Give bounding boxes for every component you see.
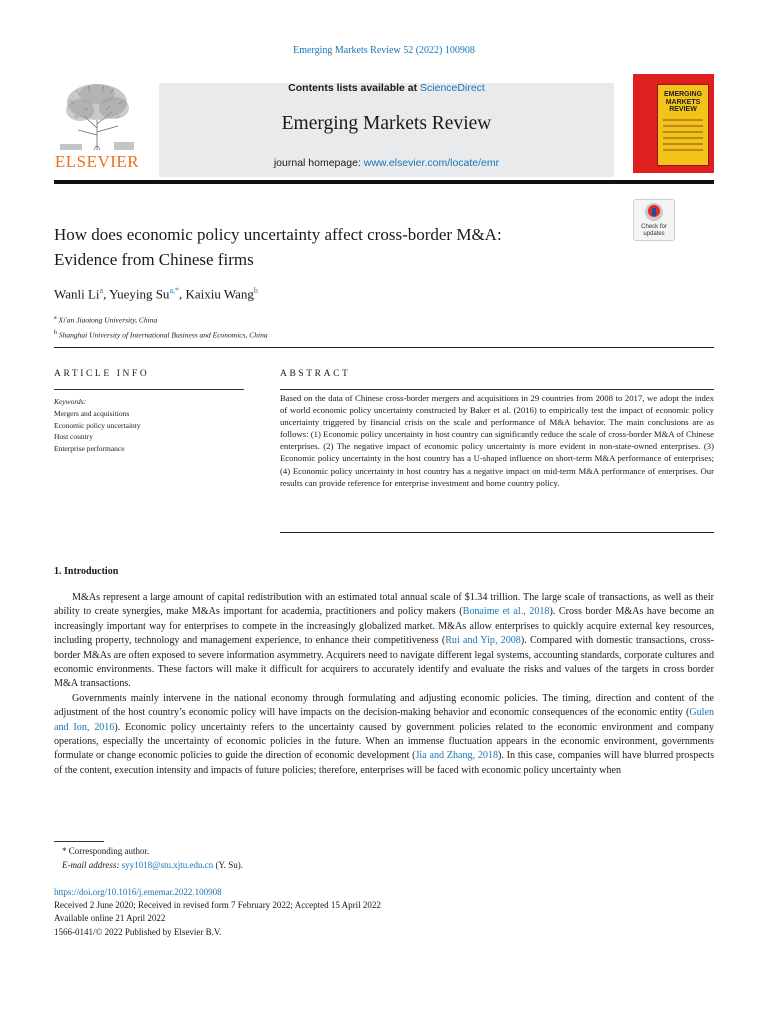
paragraph	[54, 591, 714, 692]
keywords-label: Keywords:	[54, 397, 87, 406]
journal-cover-image[interactable]	[633, 74, 714, 173]
text-run: M&As represent a large amount of capital redistribution with an estimated total annual scale of $1.34 trillion. The large scale of transactions, as well as their ability to create synergies, make M&As important for academia, practitioners and policy makers (	[54, 592, 714, 618]
check-for-updates-button[interactable]	[633, 199, 675, 241]
section-heading-introduction: 1. Introduction	[54, 566, 119, 577]
info-top-rule	[54, 347, 714, 348]
email-suffix: (Y. Su).	[213, 859, 244, 870]
paragraph	[54, 692, 714, 778]
introduction-body	[54, 591, 714, 778]
available-online: Available online 21 April 2022	[54, 913, 166, 924]
author-affil-mark[interactable]: a	[99, 286, 104, 295]
corresponding-author-note: * Corresponding author.	[62, 846, 150, 856]
abstract-bottom-rule	[280, 532, 714, 533]
affiliations	[54, 312, 268, 341]
cover-decoration	[663, 119, 703, 155]
copyright: 1566-0141/© 2022 Published by Elsevier B.V.	[54, 926, 222, 937]
author-list	[54, 286, 258, 302]
footnote-rule	[54, 841, 104, 842]
keyword: Mergers and acquisitions	[54, 408, 130, 418]
citation-link[interactable]: Rui and Yip, 2008	[445, 635, 521, 647]
affiliation	[54, 327, 268, 342]
article-info-rule	[54, 389, 244, 390]
journal-title[interactable]: Emerging Markets Review	[281, 113, 492, 134]
elsevier-tree-icon	[54, 80, 140, 152]
citation-link[interactable]: Gulen and Ion, 2016	[54, 707, 714, 733]
footnotes	[54, 845, 243, 872]
abstract-text: Based on the data of Chinese cross-border mergers and acquisitions in 29 countries from 2008 to 2017, we adopt the index of world economic policy uncertainty constructed by Baker et al. (2016) to empirically test the impact of economic policy uncertainty triggered by financial crisis on the scale and performance of M&A behavior. The main conclusions are as follows: (1) Economic policy uncertainty in host country can significantly reduce the scale of cross-border M&A of Chinese enterprises. (2) The negative impact of economic policy uncertainty is more evident in non-state-owned enterprises. (3) Economic policy uncertainty in the host country has a U-shaped influence on short-term M&A performance of enterprises; (4) Economic policy uncertainty in host country has a negative impact on mid-term M&A performance of enterprises. Our results can provide reference for enterprise investment and home country policy.	[280, 393, 714, 488]
publication-info	[54, 886, 381, 939]
keyword: Economic policy uncertainty	[54, 420, 141, 430]
author-affil-mark[interactable]: b	[253, 286, 258, 295]
text-run: ). In this case, companies will have blurred prospects of the content, execution intensity and impacts of future policies; therefore, enterprises will be faced with economic policy uncertainty when	[54, 750, 715, 776]
author[interactable]: Kaixiu Wang	[185, 286, 254, 302]
contents-prefix: Contents lists available at	[288, 82, 421, 94]
keyword: Host country	[54, 432, 93, 442]
homepage-prefix: journal homepage:	[273, 157, 364, 169]
publisher-name: ELSEVIER	[54, 152, 140, 171]
elsevier-logo[interactable]	[54, 80, 140, 176]
email-label: E-mail address:	[62, 859, 122, 870]
contents-line	[159, 82, 614, 94]
article-info-heading: ARTICLE INFO	[54, 369, 150, 379]
text-run: ). Cross border M&As have become an increasingly important way for enterprises to compete in the increasingly globalized market. M&As allow enterprises to quickly acquire external key resources, including property, technology and management experience, to enhance their competitiveness (	[54, 606, 714, 647]
check-updates-label: Check for updates	[641, 224, 667, 237]
homepage-line	[159, 157, 614, 169]
keywords-block	[54, 396, 254, 455]
cover-panel	[657, 84, 709, 166]
doi-link[interactable]: https://doi.org/10.1016/j.ememar.2022.100908	[54, 887, 222, 897]
cover-title: EMERGING MARKETS REVIEW	[663, 91, 703, 113]
title-line-1: How does economic policy uncertainty affect cross-border M&A:	[54, 225, 502, 244]
header-divider	[54, 180, 714, 184]
text-run: ). Compared with domestic transactions, cross-border M&As are often exposed to severe information asymmetry. Acquirers need to navigate different legal systems, accounting standards, corporate cultures and economic environments. These factors will make it difficult for acquirers to accurately identify and evaluate the risks and values of the targets in cross border M&A transactions.	[54, 635, 714, 690]
sciencedirect-link[interactable]: ScienceDirect	[420, 82, 485, 94]
journal-header	[159, 83, 614, 177]
citation-link[interactable]: Bonaime et al., 2018	[462, 606, 550, 618]
journal-citation[interactable]: Emerging Markets Review 52 (2022) 100908	[293, 45, 475, 56]
author-separator: ,	[103, 286, 110, 302]
check-updates-icon-bookmark	[652, 208, 656, 216]
text-run: ). Economic policy uncertainty refers to the uncertainty caused by government policies related to the economic environment and company operations, especially the uncertainty of economic policies in the future. When an immense fluctuation appears in the economic environment, governments formulate or change economic policies to guide the direction of economic development (	[54, 721, 714, 762]
affil-mark: b	[54, 329, 57, 336]
homepage-link[interactable]: www.elsevier.com/locate/emr	[363, 157, 500, 169]
email-note	[54, 859, 243, 873]
email-link[interactable]: syy1018@stu.xjtu.edu.cn	[121, 859, 214, 870]
text-run: Governments mainly intervene in the national economy through formulating and adjusting economic policies. The timing, direction and content of the adjustment of the host country’s economic policy will have impacts on the decision-making behavior and economic consequences of the economic entity (	[54, 692, 714, 719]
abstract-heading: ABSTRACT	[280, 369, 351, 379]
keyword: Enterprise performance	[54, 444, 125, 454]
author[interactable]: Wanli Li	[54, 286, 100, 302]
affiliation	[54, 312, 268, 327]
title-line-2: Evidence from Chinese firms	[54, 250, 254, 269]
affil-text: Xi'an Jiaotong University, China	[58, 315, 158, 325]
affil-text: Shanghai University of International Business and Economics, China	[58, 330, 268, 339]
author-affil-mark[interactable]: a,*	[169, 286, 179, 295]
author-separator: ,	[179, 286, 186, 302]
abstract-rule	[280, 389, 714, 390]
received-dates: Received 2 June 2020; Received in revised form 7 February 2022; Accepted 15 April 2022	[54, 900, 381, 911]
affil-mark: a	[54, 315, 57, 321]
citation-link[interactable]: Jia and Zhang, 2018	[415, 750, 499, 762]
article-title	[54, 222, 624, 272]
author[interactable]: Yueying Su	[109, 286, 170, 302]
